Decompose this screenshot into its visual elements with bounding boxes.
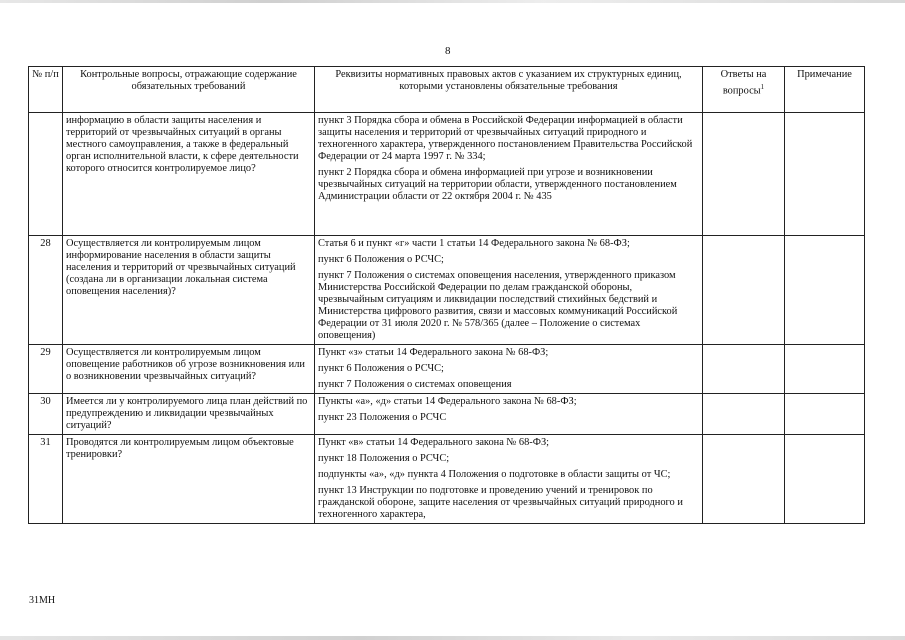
header-requisites: Реквизиты нормативных правовых актов с указанием их структурных единиц, которыми установлены обязательные требования: [315, 67, 703, 113]
table-row: [29, 435, 865, 524]
checklist-table: [28, 66, 865, 524]
question-cell: Проводятся ли контролируемым лицом объектовые тренировки?: [63, 435, 315, 524]
header-note: Примечание: [785, 67, 865, 113]
requisite-item: Пункты «а», «д» статьи 14 Федерального закона № 68-ФЗ;: [318, 396, 577, 407]
requisite-item: Пункт «в» статьи 14 Федерального закона № 68-ФЗ;: [318, 437, 550, 448]
row-number: 31: [29, 435, 63, 524]
note-cell[interactable]: [785, 113, 865, 236]
requisite-item: Пункт «з» статьи 14 Федерального закона № 68-ФЗ;: [318, 347, 549, 358]
table-row: [29, 236, 865, 345]
requisite-item: пункт 7 Положения о системах оповещения населения, утвержденного приказом Министерства Российской Федерации по делам гражданской обороны, чрезвычайным ситуациям и ликвидации последствий стихийных бедствий и Министерства цифрового развития, связи и массовых коммуникаций Российской Федерации от 31 июля 2020 г. № 578/365 (далее – Положение о системах оповещения): [318, 270, 678, 341]
requisite-item: подпункты «а», «д» пункта 4 Положения о подготовке в области защиты от ЧС;: [318, 469, 671, 480]
footnote-marker: 1: [760, 83, 765, 91]
scan-edge-top: [0, 0, 905, 3]
answer-cell[interactable]: [703, 113, 785, 236]
requisites-cell: [315, 113, 703, 236]
requisite-item: пункт 3 Порядка сбора и обмена в Российской Федерации информацией в области защиты населения и территорий от чрезвычайных ситуаций природного и техногенного характера, утвержденного постановлением Правительства Российской Федерации от 24 марта 1997 г. № 334;: [318, 115, 693, 162]
table-row: [29, 345, 865, 394]
question-cell: информацию в области защиты населения и территорий от чрезвычайных ситуаций в органы местного самоуправления, а также в федеральный орган исполнительной власти, к сфере деятельности которого относится контролируемое лицо?: [63, 113, 315, 236]
answer-cell[interactable]: [703, 394, 785, 435]
header-num: № п/п: [29, 67, 63, 113]
requisite-item: Статья 6 и пункт «г» части 1 статьи 14 Федерального закона № 68-ФЗ;: [318, 238, 630, 249]
header-answers-label: Ответы на вопросы: [720, 69, 767, 97]
requisite-item: пункт 2 Порядка сбора и обмена информацией при угрозе и возникновении чрезвычайных ситуаций на территории области, утвержденного постановлением Администрации области от 22 октября 2004 г. № 435: [318, 167, 677, 202]
requisites-cell: [315, 236, 703, 345]
note-cell[interactable]: [785, 435, 865, 524]
requisite-item: пункт 6 Положения о РСЧС;: [318, 254, 444, 265]
note-cell[interactable]: [785, 394, 865, 435]
header-questions: Контрольные вопросы, отражающие содержание обязательных требований: [63, 67, 315, 113]
scan-edge-bottom: [0, 636, 905, 640]
answer-cell[interactable]: [703, 435, 785, 524]
question-cell: Осуществляется ли контролируемым лицом информирование населения в области защиты населения и территорий от чрезвычайных ситуаций (создана ли в организации локальная система оповещения населения)?: [63, 236, 315, 345]
requisite-item: пункт 18 Положения о РСЧС;: [318, 453, 450, 464]
question-cell: Осуществляется ли контролируемым лицом оповещение работников об угрозе возникновения или о возникновении чрезвычайных ситуаций?: [63, 345, 315, 394]
row-number: 28: [29, 236, 63, 345]
row-number: 29: [29, 345, 63, 394]
question-cell: Имеется ли у контролируемого лица план действий по предупреждению и ликвидации чрезвычайных ситуаций?: [63, 394, 315, 435]
table-row: [29, 394, 865, 435]
header-answers: [703, 67, 785, 113]
requisite-item: пункт 23 Положения о РСЧС: [318, 412, 447, 423]
answer-cell[interactable]: [703, 345, 785, 394]
requisite-item: пункт 6 Положения о РСЧС;: [318, 363, 444, 374]
requisites-cell: [315, 345, 703, 394]
requisite-item: пункт 7 Положения о системах оповещения: [318, 379, 512, 390]
page-number: 8: [445, 45, 451, 57]
requisites-cell: [315, 435, 703, 524]
answer-cell[interactable]: [703, 236, 785, 345]
note-cell[interactable]: [785, 236, 865, 345]
footer-code: 31МН: [29, 595, 56, 606]
header-row: [29, 67, 865, 113]
row-number: 30: [29, 394, 63, 435]
row-number: [29, 113, 63, 236]
table-row: [29, 113, 865, 236]
note-cell[interactable]: [785, 345, 865, 394]
requisite-item: пункт 13 Инструкции по подготовке и проведению учений и тренировок по гражданской обороне, защите населения от чрезвычайных ситуаций природного и техногенного характера,: [318, 485, 683, 520]
requisites-cell: [315, 394, 703, 435]
